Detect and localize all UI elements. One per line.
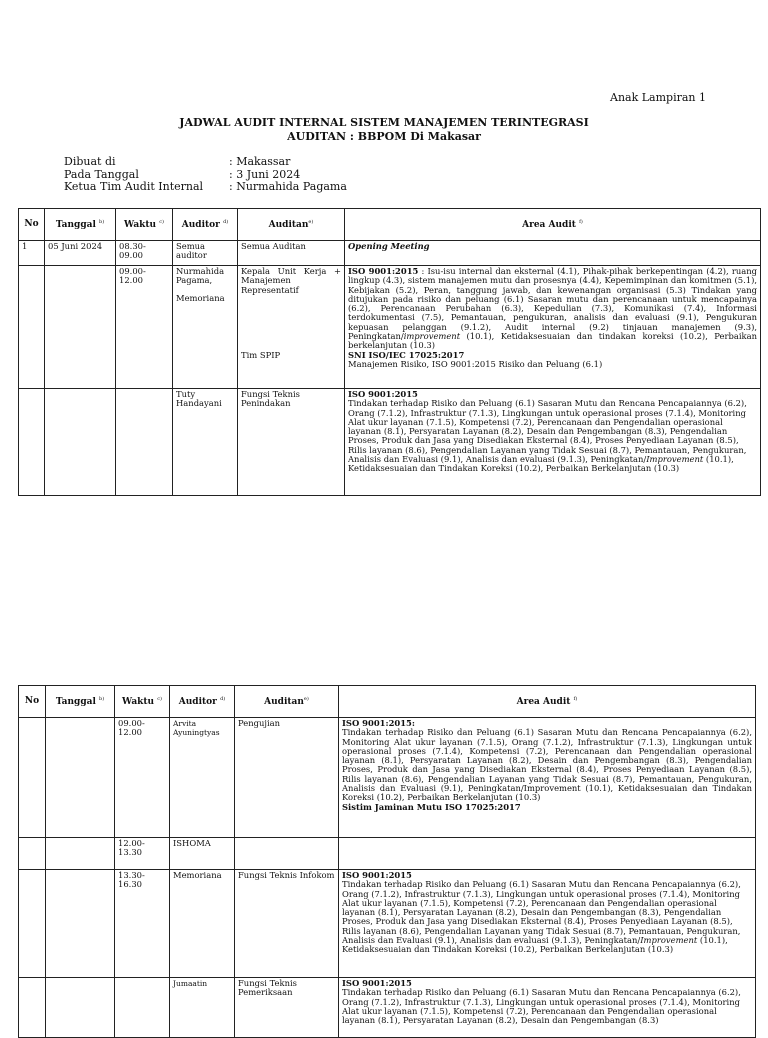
auditor-name: Memoriana	[176, 292, 225, 303]
col-waktu: Waktu $^{c)}$	[115, 686, 170, 718]
document-title	[0, 116, 768, 144]
table-header-row	[19, 209, 761, 241]
cell-auditor: Arvita Ayuningtyas	[170, 718, 235, 838]
col-auditan: Auditan$^{e)}$	[238, 209, 345, 241]
cell-tanggal	[46, 978, 115, 1038]
area-italic: Improvement	[640, 935, 698, 946]
iso-heading: ISO 9001:2015	[348, 266, 419, 276]
table-row	[19, 838, 756, 870]
table-header-row	[19, 686, 756, 718]
table-row	[19, 266, 761, 389]
col-area-audit: Area Audit $^{f)}$	[345, 209, 761, 241]
meta-label: Dibuat di	[64, 155, 116, 168]
iso-heading: ISO 9001:2015	[342, 978, 412, 988]
cell-auditan	[235, 838, 339, 870]
cell-auditan: Semua Auditan	[238, 241, 345, 266]
meta-label: Pada Tanggal	[64, 167, 139, 181]
cell-waktu	[115, 978, 170, 1038]
table-row	[19, 870, 756, 978]
col-tanggal: Tanggal $^{b)}$	[46, 686, 115, 718]
cell-area	[345, 389, 761, 496]
cell-no	[19, 870, 46, 978]
cell-waktu: 08.30-09.00	[116, 241, 173, 266]
cell-no	[19, 389, 45, 496]
cell-auditor: Tuty Handayani	[173, 389, 238, 496]
meta-value: : Makassar	[229, 155, 291, 168]
cell-area	[339, 838, 756, 870]
col-no: No	[19, 686, 46, 718]
cell-tanggal	[45, 266, 116, 389]
cell-auditan: Pengujian	[235, 718, 339, 838]
col-tanggal: Tanggal $^{b)}$	[45, 209, 116, 241]
cell-waktu: 09.00-12.00	[116, 266, 173, 389]
auditor-name: Nurmahida Pagama,	[176, 266, 225, 286]
cell-no	[19, 838, 46, 870]
cell-auditan: Fungsi Teknis Penindakan	[238, 389, 345, 496]
cell-tanggal: 05 Juni 2024	[45, 241, 116, 266]
cell-area	[339, 870, 756, 978]
cell-waktu: 12.00-13.30	[115, 838, 170, 870]
col-waktu: Waktu $^{c)}$	[116, 209, 173, 241]
meta-value: : 3 Juni 2024	[229, 167, 301, 181]
area-italic: improvement	[403, 331, 461, 342]
cell-auditan	[238, 266, 345, 389]
iso-heading: ISO 9001:2015	[348, 389, 418, 399]
cell-no	[19, 978, 46, 1038]
iso-heading: ISO 9001:2015:	[342, 718, 415, 728]
cell-tanggal	[46, 838, 115, 870]
iso-heading: ISO 9001:2015	[342, 870, 412, 880]
col-area-audit: Area Audit $^{f)}$	[339, 686, 756, 718]
col-auditor: Auditor $^{d)}$	[173, 209, 238, 241]
area-text: : Isu-isu internal dan eksternal (4.1), Pihak-pihak berkepentingan (4.2), ruang lingkup (4.3), sistem manajemen mutu dan prosesnya (4.4), Kepemimpinan dan komitmen (5.1), Kebijakan (5.2), Peran, tanggung jawab, dan kewenangan organisasi (5.3) Tindakan yang ditujukan pada risiko dan peluang (6.1) Sasaran mutu dan perencanaan untuk mencapainya (6.2), Perencanaan Perubahan (6.3), Kepedulian (7.3), Komunikasi (7.4), Informasi terdokumentasi (7.5), Pemantauan, pengukuran, analisis dan evaluasi (9.1), Pengukuran kepuasan pelanggan (9.1.2), Audit internal (9.2) tinjauan manajemen (9.3), Peningkatan/	[348, 266, 757, 342]
cell-area: Opening Meeting	[345, 241, 761, 266]
table-row	[19, 978, 756, 1038]
sni-heading: SNI ISO/IEC 17025:2017	[348, 349, 465, 360]
title-line-2: AUDITAN : BBPOM Di Makasar	[287, 130, 481, 143]
cell-area	[339, 978, 756, 1038]
area-text: Tindakan terhadap Risiko dan Peluang (6.1) Sasaran Mutu dan Rencana Pencapaiannya (6.2), Orang (7.1.2), Infrastruktur (7.1.3), Lingkungan untuk operasional proses (7.1.4), Monitoring Alat ukur layanan (7.1.5), Kompetensi (7.2), Perencanaan dan Pengendalian operasional layanan (8.1), Persyaratan Layanan (8.2), Desain dan Pengembangan (8.3), Pengendalian Proses, Produk dan Jasa yang Disediakan Eksternal (8.4), Proses Penyediaan Layanan (8.5), Rilis layanan (8.6), Pengendalian Layanan yang Tidak Sesuai (8.7), Pemantauan, Pengukuran, Analisis dan Evaluasi (9.1), Analisis dan evaluasi (9.1.3), Peningkatan/	[342, 879, 741, 946]
col-auditor: Auditor $^{d)}$	[170, 686, 235, 718]
cell-area	[339, 718, 756, 838]
cell-auditan: Fungsi Teknis Pemeriksaan	[235, 978, 339, 1038]
cell-auditor	[173, 266, 238, 389]
cell-auditor: Jumaatin	[170, 978, 235, 1038]
cell-waktu: 09.00-12.00	[115, 718, 170, 838]
audit-schedule-table-2	[18, 685, 756, 1038]
cell-waktu	[116, 389, 173, 496]
cell-tanggal	[45, 389, 116, 496]
area-text: (10.1), Ketidaksesuaian dan tindakan koreksi (10.2), Perbaikan berkelanjutan (10.3)	[348, 331, 757, 351]
area-text: Tindakan terhadap Risiko dan Peluang (6.1) Sasaran Mutu dan Rencana Pencapaiannya (6.2), Monitoring Alat ukur layanan (7.1.5), Orang (7.1.2), Infrastruktur (7.1.3), Lingkungan untuk operasional proses (7.1.4), Kompetensi (7.2), Perencanaan dan Pengendalian operasional layanan (8.1), Persyaratan Layanan (8.2), Desain dan Pengembangan (8.3), Pengendalian Proses, Produk dan Jasa yang Disediakan Eksternal (8.4), Proses Penyediaan Layanan (8.5), Rilis layanan (8.6), Pengendalian Layanan yang Tidak Sesuai (8.7), Pemantauan, Pengukuran, Analisis dan Evaluasi (9.1), Peningkatan/Improvement (10.1), Ketidaksesuaian dan Tindakan Koreksi (10.2), Perbaikan Berkelanjutan (10.3)	[342, 727, 752, 803]
audit-schedule-table-1	[18, 208, 761, 496]
cell-auditan: Fungsi Teknis Infokom	[235, 870, 339, 978]
spip-text: Manajemen Risiko, ISO 9001:2015 Risiko dan Peluang (6.1)	[348, 358, 603, 369]
cell-auditor: ISHOMA	[170, 838, 235, 870]
cell-waktu: 13.30-16.30	[115, 870, 170, 978]
table-row	[19, 241, 761, 266]
cell-auditor: Semua auditor	[173, 241, 238, 266]
meta-label: Ketua Tim Audit Internal	[64, 180, 204, 193]
cell-area	[345, 266, 761, 389]
table-row	[19, 389, 761, 496]
area-italic: Improvement	[646, 454, 704, 465]
sistem-heading: Sistim Jaminan Mutu ISO 17025:2017	[342, 801, 521, 812]
cell-no: 1	[19, 241, 45, 266]
area-text: Tindakan terhadap Risiko dan Peluang (6.1) Sasaran Mutu dan Rencana Pencapaiannya (6.2), Orang (7.1.2), Infrastruktur (7.1.3), Lingkungan untuk operasional proses (7.1.4), Monitoring Alat ukur layanan (7.1.5), Kompetensi (7.2), Perencanaan dan Pengendalian operasional layanan (8.1), Persyaratan Layanan (8.2), Desain dan Pengembangan (8.3)	[342, 987, 741, 1026]
area-text: (10.1), Ketidaksesuaian dan Tindakan Koreksi (10.2), Perbaikan Berkelanjutan (10.3)	[342, 935, 728, 955]
auditan-name: Kepala Unit Kerja + Manajemen Representatif	[241, 266, 341, 295]
auditan-name: Tim SPIP	[241, 349, 281, 360]
meta-value: : Nurmahida Pagama	[229, 180, 347, 193]
col-auditan: Auditan$^{e)}$	[235, 686, 339, 718]
cell-auditor: Memoriana	[170, 870, 235, 978]
area-text: Tindakan terhadap Risiko dan Peluang (6.1) Sasaran Mutu dan Rencana Pencapaiannya (6.2), Orang (7.1.2), Infrastruktur (7.1.3), Lingkungan untuk operasional proses (7.1.4), Monitoring Alat ukur layanan (7.1.5), Kompetensi (7.2), Perencanaan dan Pengendalian operasional layanan (8.1), Persyaratan Layanan (8.2), Desain dan Pengembangan (8.3), Pengendalian Proses, Produk dan Jasa yang Disediakan Eksternal (8.4), Proses Penyediaan Layanan (8.5), Rilis layanan (8.6), Pengendalian Layanan yang Tidak Sesuai (8.7), Pemantauan, Pengukuran, Analisis dan Evaluasi (9.1), Analisis dan evaluasi (9.1.3), Peningkatan/	[348, 398, 747, 465]
cell-tanggal	[46, 870, 115, 978]
cell-no	[19, 718, 46, 838]
attachment-label: Anak Lampiran 1	[610, 91, 706, 104]
area-text: (10.1), Ketidaksesuaian dan Tindakan Koreksi (10.2), Perbaikan Berkelanjutan (10.3)	[348, 454, 734, 474]
cell-no	[19, 266, 45, 389]
col-no: No	[19, 209, 45, 241]
table-row	[19, 718, 756, 838]
cell-tanggal	[46, 718, 115, 838]
title-line-1: JADWAL AUDIT INTERNAL SISTEM MANAJEMEN TERINTEGRASI	[179, 116, 589, 129]
